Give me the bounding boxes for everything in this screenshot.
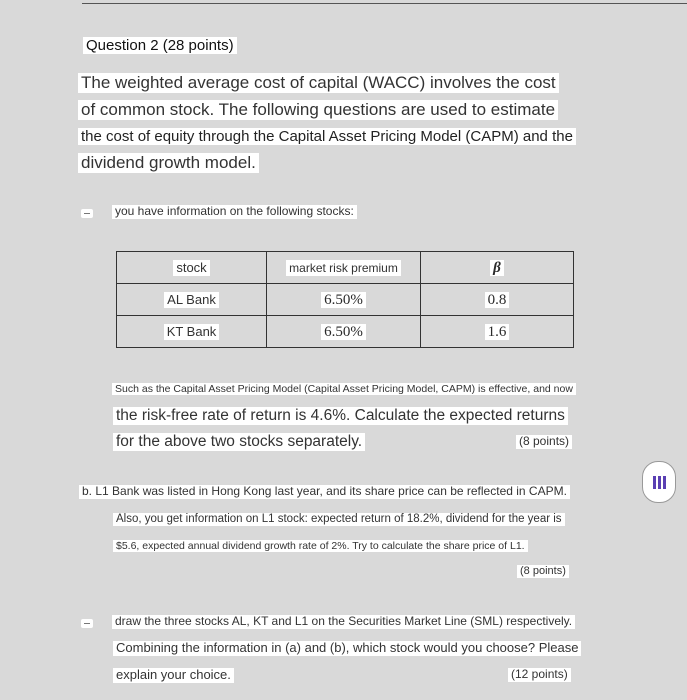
row-premium: 6.50%: [321, 292, 366, 308]
intro-line-4: dividend growth model.: [78, 153, 259, 173]
row-beta: 0.8: [485, 292, 510, 308]
list-marker-icon: [81, 209, 93, 218]
intro-line-3: the cost of equity through the Capital Asset Pricing Model (CAPM) and the: [78, 128, 576, 145]
table-header-row: [117, 252, 574, 284]
header-beta: β: [490, 260, 504, 276]
table-row: [117, 316, 574, 348]
part-c-line-2: Combining the information in (a) and (b), which stock would you choose? Please: [113, 641, 581, 656]
header-stock: stock: [173, 260, 209, 276]
part-b-line-2: Also, you get information on L1 stock: expected return of 18.2%, dividend for the year is: [113, 513, 565, 526]
part-a-line-3: for the above two stocks separately.: [113, 433, 365, 451]
top-divider: [82, 3, 687, 4]
part-a-points: (8 points): [516, 435, 572, 449]
part-a-line-2: the risk-free rate of return is 4.6%. Calculate the expected returns: [113, 407, 568, 425]
intro-line-2: of common stock. The following questions are used to estimate: [78, 100, 558, 120]
row-premium: 6.50%: [321, 324, 366, 340]
info-line: you have information on the following stocks:: [112, 205, 357, 219]
intro-line-1: The weighted average cost of capital (WACC) involves the cost: [78, 73, 559, 93]
header-market-risk-premium: market risk premium: [286, 260, 401, 276]
menu-toggle-button[interactable]: [642, 461, 676, 503]
part-b-points: (8 points): [517, 565, 569, 578]
row-stock: KT Bank: [164, 324, 220, 340]
stocks-table: [116, 251, 574, 348]
part-b-line-1: b. L1 Bank was listed in Hong Kong last year, and its share price can be reflected in CAPM.: [79, 485, 570, 499]
table-row: [117, 284, 574, 316]
part-a-line-1: Such as the Capital Asset Pricing Model (Capital Asset Pricing Model, CAPM) is effective, and now: [112, 383, 576, 395]
question-title: Question 2 (28 points): [83, 37, 237, 54]
menu-bars-icon: [653, 476, 656, 489]
list-marker-icon: [81, 619, 93, 628]
row-stock: AL Bank: [164, 292, 219, 308]
part-c-line-1: draw the three stocks AL, KT and L1 on the Securities Market Line (SML) respectively.: [112, 615, 575, 629]
part-b-line-3: $5.6, expected annual dividend growth rate of 2%. Try to calculate the share price of L1.: [113, 540, 528, 552]
part-c-points: (12 points): [508, 668, 571, 682]
row-beta: 1.6: [485, 324, 510, 340]
part-c-line-3: explain your choice.: [113, 668, 234, 683]
